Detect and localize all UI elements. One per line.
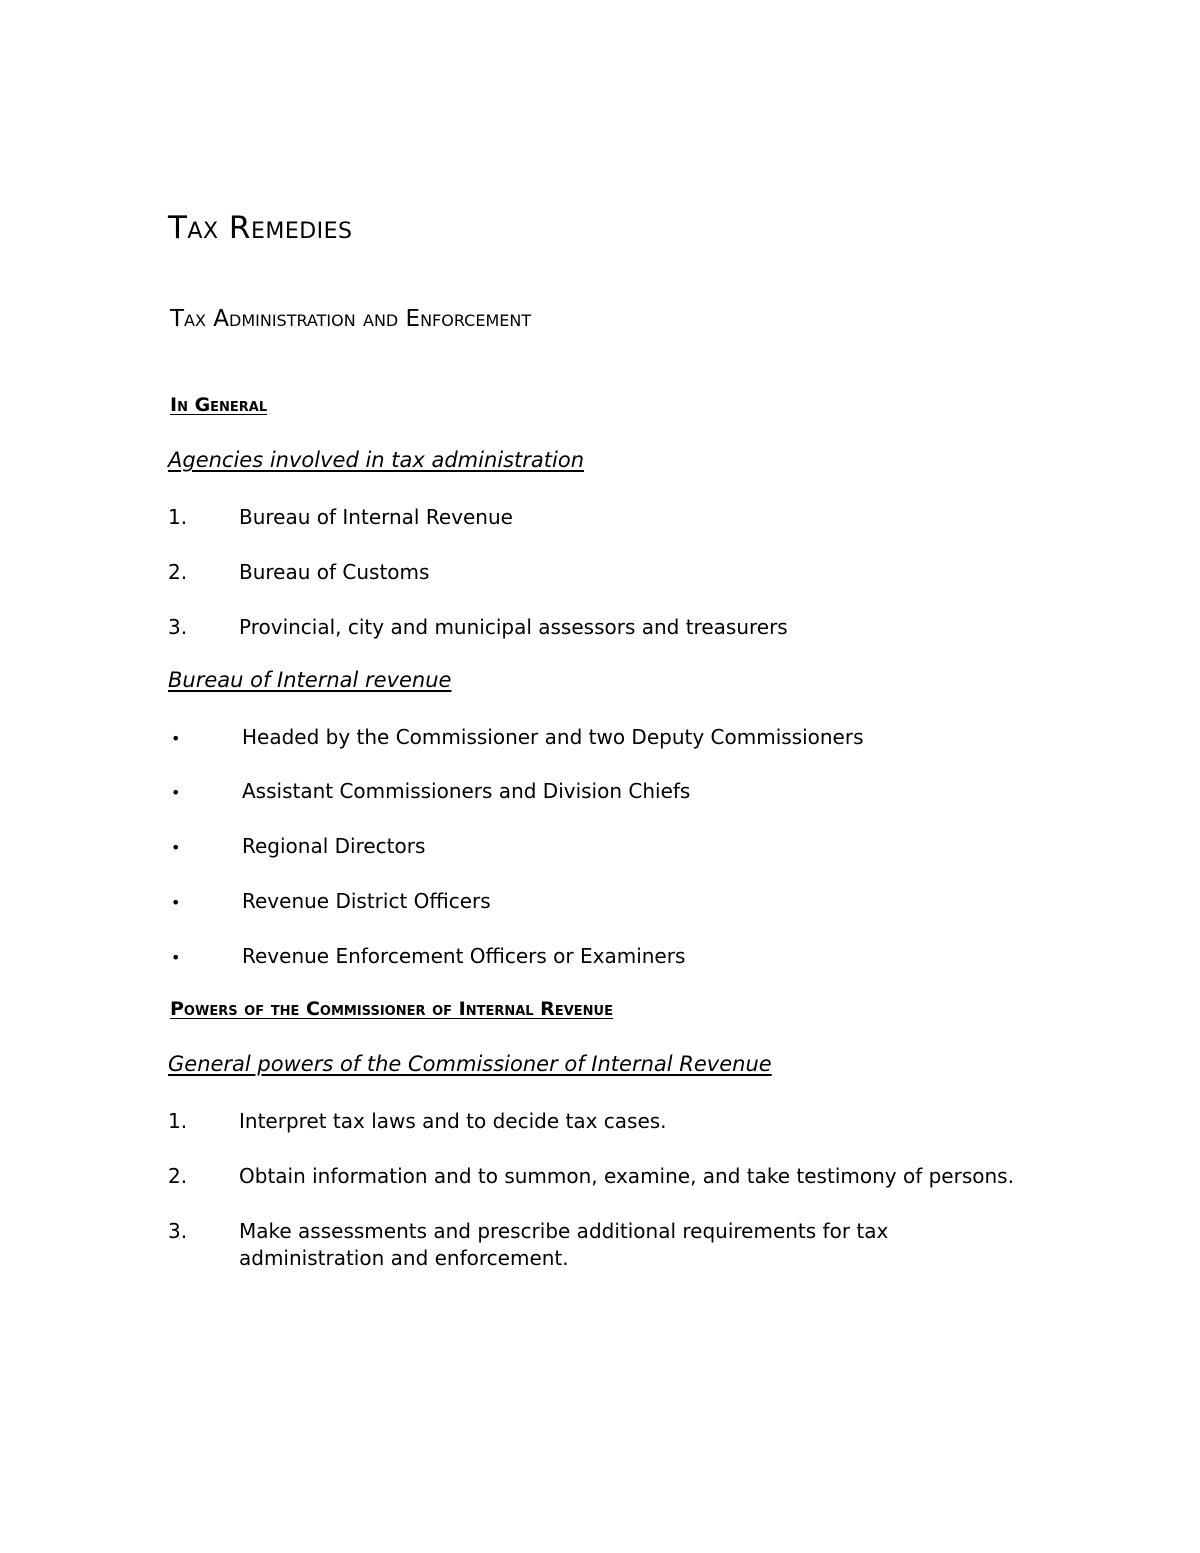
bullet-icon: • bbox=[171, 783, 181, 802]
list-item-text: Regional Directors bbox=[242, 834, 426, 858]
list-item bbox=[168, 1218, 968, 1272]
list-number: 2. bbox=[168, 1164, 188, 1188]
bullet-icon: • bbox=[171, 948, 181, 967]
list-item bbox=[168, 504, 1128, 531]
section-heading-general: In General bbox=[170, 394, 268, 416]
list-item-text: Obtain information and to summon, examine, and take testimony of persons. bbox=[239, 1164, 1014, 1188]
section-heading-powers: Powers of the Commissioner of Internal Revenue bbox=[170, 998, 613, 1020]
list-item bbox=[168, 724, 1128, 752]
powers-heading: General powers of the Commissioner of Internal Revenue bbox=[168, 1052, 772, 1076]
list-item bbox=[168, 943, 1128, 971]
list-item bbox=[168, 559, 1128, 586]
list-item-text: Interpret tax laws and to decide tax cases. bbox=[239, 1109, 667, 1133]
list-number: 1. bbox=[168, 505, 188, 529]
list-item-text: Assistant Commissioners and Division Chiefs bbox=[242, 779, 691, 803]
list-item bbox=[168, 614, 1128, 641]
list-item-text: Make assessments and prescribe additional requirements for tax administration and enforcement. bbox=[239, 1219, 889, 1270]
list-item-text: Headed by the Commissioner and two Deputy Commissioners bbox=[242, 725, 864, 749]
list-item bbox=[168, 888, 1128, 916]
list-number: 3. bbox=[168, 1219, 188, 1243]
list-number: 3. bbox=[168, 615, 188, 639]
list-number: 2. bbox=[168, 560, 188, 584]
document-subtitle: Tax Administration and Enforcement bbox=[170, 306, 532, 332]
list-item-text: Revenue District Officers bbox=[242, 889, 491, 913]
list-number: 1. bbox=[168, 1109, 188, 1133]
bullet-icon: • bbox=[171, 893, 181, 912]
list-item bbox=[168, 1163, 1128, 1190]
list-item-text: Provincial, city and municipal assessors and treasurers bbox=[239, 615, 788, 639]
list-item bbox=[168, 833, 1128, 861]
agencies-heading: Agencies involved in tax administration bbox=[168, 448, 585, 472]
list-item-text: Bureau of Internal Revenue bbox=[239, 505, 513, 529]
list-item bbox=[168, 1108, 1128, 1135]
bir-heading: Bureau of Internal revenue bbox=[168, 668, 452, 692]
list-item bbox=[168, 778, 1128, 806]
bullet-icon: • bbox=[171, 729, 181, 748]
document-title: Tax Remedies bbox=[168, 210, 353, 246]
list-item-text: Bureau of Customs bbox=[239, 560, 430, 584]
bullet-icon: • bbox=[171, 838, 181, 857]
list-item-text: Revenue Enforcement Officers or Examiners bbox=[242, 944, 686, 968]
